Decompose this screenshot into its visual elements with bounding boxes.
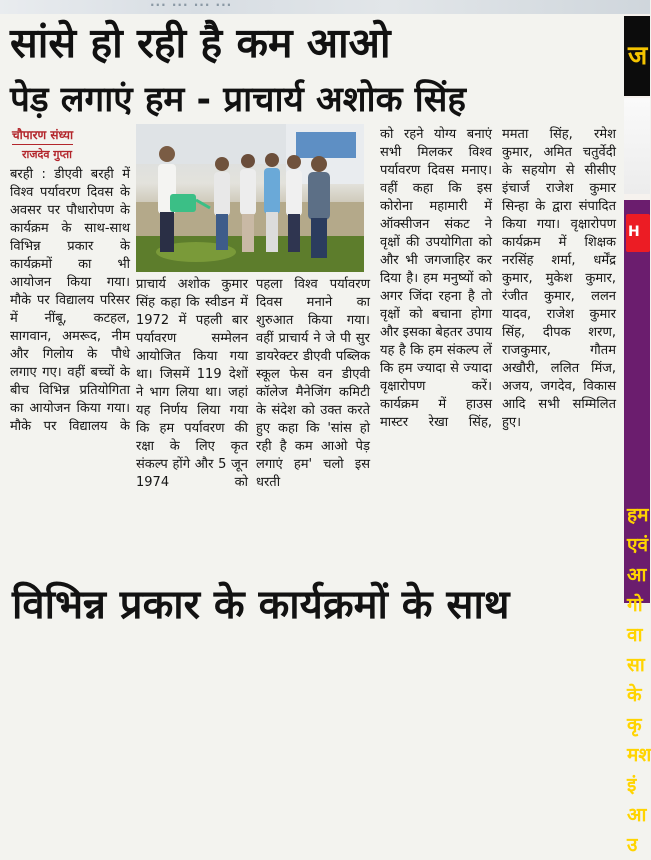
ad-line: वा	[627, 624, 643, 646]
ad-badge-text: H	[628, 224, 640, 240]
top-masthead-strip	[0, 0, 650, 14]
ad-top-letter: ज	[628, 41, 648, 71]
article-column-2	[136, 276, 248, 581]
byline-author: राजदेव गुप्ता	[22, 148, 72, 161]
top-strip-text: ... ... ... ...	[150, 0, 233, 9]
ad-line: हम	[627, 504, 649, 526]
article-text-1: बरही : डीएवी बरही में विश्व पर्यावरण दिवस के अवसर पर पौधारोपण के कार्यक्रम के साथ-साथ विभिन्न प्रकार के कार्यक्रमों का भी आयोजन किया गया। मौके पर विद्यालय परिसर में नींबू, कटहल, सागवान, अमरूद, नीम और गिलोय के पौधे लगाए गए। वहीं बच्चों के बीच विभिन्न प्रतियोगिता का आयोजन किया गया। मौके पर विद्यालय के	[10, 167, 130, 434]
subheadline: पेड़ लगाएं हम - प्राचार्य अशोक सिंह	[10, 80, 466, 120]
ad-line: सा	[627, 654, 645, 676]
byline-place: चौपारण संध्या	[12, 126, 73, 145]
ad-middle-panel	[624, 98, 650, 194]
ad-line: के	[627, 684, 642, 706]
article-column-3	[256, 276, 370, 581]
ad-top-panel	[624, 16, 650, 96]
ad-line: गो	[627, 594, 643, 616]
article-column-5	[502, 126, 616, 584]
ad-line: आ	[627, 564, 647, 586]
next-headline-text: विभिन्न प्रकार के कार्यक्रमों के साथ	[12, 582, 510, 628]
ad-text-lines	[627, 500, 651, 860]
ad-bottom-panel	[624, 200, 651, 856]
ad-line: मश	[627, 744, 651, 766]
ad-line: उ	[627, 834, 638, 856]
article-text-5: ममता सिंह, रमेश कुमार, अमित चतुर्वेदी के सहयोग से सीसीए इंचार्ज राजेश कुमार सिन्हा के द्वारा संपादित किया गया। वृक्षारोपण कार्यक्रम में शिक्षक नरसिंह शर्मा, धर्मेंद्र कुमार, मुकेश कुमार, रंजीत कुमार, ललन यादव, राजेश कुमार सिंह, दीपक शरण, राजकुमार, गौतम अखौरी, ललित मिंज, अजय, जगदेव, विकास आदि सभी सम्मिलित हुए।	[502, 127, 616, 430]
photo-illustration	[136, 124, 364, 272]
next-headline-strip	[0, 582, 650, 628]
news-photo	[136, 124, 364, 272]
headline: सांसे हो रही है कम आओ	[10, 19, 391, 67]
ad-line: इं	[627, 774, 637, 796]
article-column-1	[10, 166, 130, 586]
ad-line: एवं	[627, 534, 649, 556]
article-text-4: को रहने योग्य बनाएं सभी मिलकर विश्व पर्यावरण दिवस मनाए। वहीं कहा कि इस कोरोना महामारी में ऑक्सीजन संकट ने वृक्षों की उपयोगिता को और भी जगजाहिर कर दिया है। हम मनुष्यों को अगर जिंदा रहना है तो वृक्षों को बचाना होगा और इसका बेहतर उपाय यह है कि हम संकल्प लें कि हम ज्यादा से ज्यादा वृक्षारोपण करें। कार्यक्रम में हाउस मास्टर रेखा सिंह,	[380, 127, 493, 430]
side-advertisement	[624, 14, 651, 856]
ad-badge	[626, 214, 650, 252]
article-text-2: प्राचार्य अशोक कुमार सिंह कहा कि स्वीडन में 1972 में पहली बार पर्यावरण सम्मेलन आयोजित किया गया था। जिसमें 119 देशों ने भाग लिया था। जहां यह निर्णय लिया गया कि हम पर्यावरण की रक्षा के लिए कृत संकल्प होंगे और 5 जून 1974 को	[136, 277, 248, 490]
article-text-3: पहला विश्व पर्यावरण दिवस मनाने का शुरुआत किया गया। वहीं प्राचार्य ने जे पी सुर डायरेक्टर डीएवी पब्लिक स्कूल फेस वन डीएवी कॉलेज मैनेजिंग कमिटी के संदेश को उक्त करते हुए कहा कि 'सांस हो रही है कम आओ पेड़ लगाएं हम' चलो इस धरती	[256, 277, 370, 490]
article-column-4	[380, 126, 492, 584]
ad-line: कृ	[627, 714, 642, 736]
ad-line: आ	[627, 804, 647, 826]
